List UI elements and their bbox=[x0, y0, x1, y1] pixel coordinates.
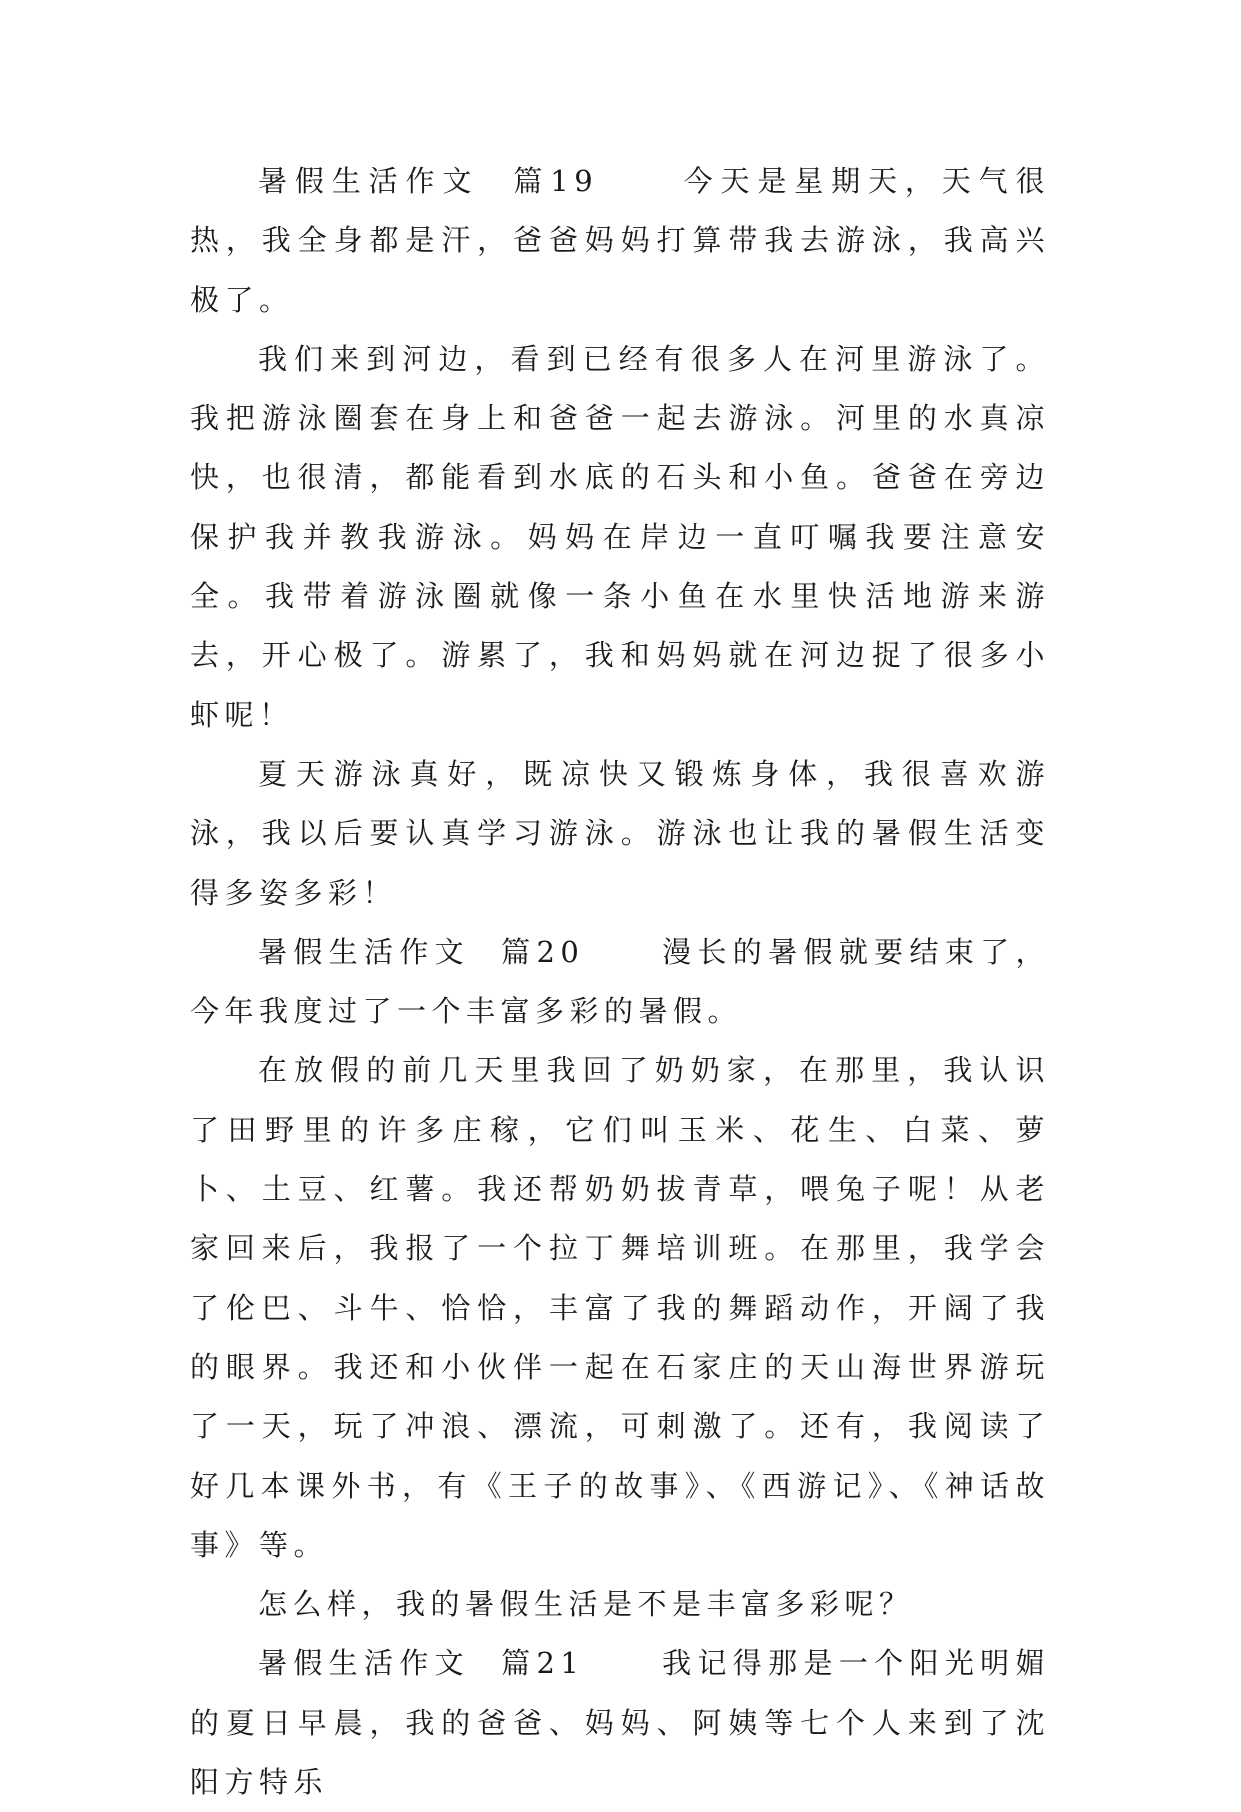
paragraph-river-swimming: 我们来到河边，看到已经有很多人在河里游泳了。我把游泳圈套在身上和爸爸一起去游泳。河里的水真凉快，也很清，都能看到水底的石头和小鱼。爸爸在旁边保护我并教我游泳。妈妈在岸边一直叮嘱我要注意安全。我带着游泳圈就像一条小鱼在水里快活地游来游去，开心极了。游累了，我和妈妈就在河边捉了很多小虾呢！ bbox=[190, 341, 1050, 732]
paragraph-essay-19-intro: 暑假生活作文 篇19 今天是星期天，天气很热，我全身都是汗，爸爸妈妈打算带我去游泳，我高兴极了。 bbox=[190, 164, 1050, 317]
paragraph-essay-21-intro: 暑假生活作文 篇21 我记得那是一个阳光明媚的夏日早晨，我的爸爸、妈妈、阿姨等七个人来到了沈阳方特乐 bbox=[190, 1646, 1050, 1800]
document-body bbox=[190, 152, 1050, 1812]
paragraph-essay-20-intro: 暑假生活作文 篇20 漫长的暑假就要结束了，今年我度过了一个丰富多彩的暑假。 bbox=[190, 934, 1050, 1029]
paragraph-summer-swimming: 夏天游泳真好，既凉快又锻炼身体，我很喜欢游泳，我以后要认真学习游泳。游泳也让我的暑假生活变得多姿多彩！ bbox=[190, 756, 1050, 910]
paragraph-grandma-home: 在放假的前几天里我回了奶奶家，在那里，我认识了田野里的许多庄稼，它们叫玉米、花生、白菜、萝卜、土豆、红薯。我还帮奶奶拔青草，喂兔子呢！从老家回来后，我报了一个拉丁舞培训班。在那里，我学会了伦巴、斗牛、恰恰，丰富了我的舞蹈动作，开阔了我的眼界。我还和小伙伴一起在石家庄的天山海世界游玩了一天，玩了冲浪、漂流，可刺激了。还有，我阅读了好几本课外书，有《王子的故事》、《西游记》、《神话故事》等。 bbox=[190, 1053, 1050, 1562]
paragraph-summary-question: 怎么样，我的暑假生活是不是丰富多彩呢？ bbox=[258, 1587, 914, 1622]
